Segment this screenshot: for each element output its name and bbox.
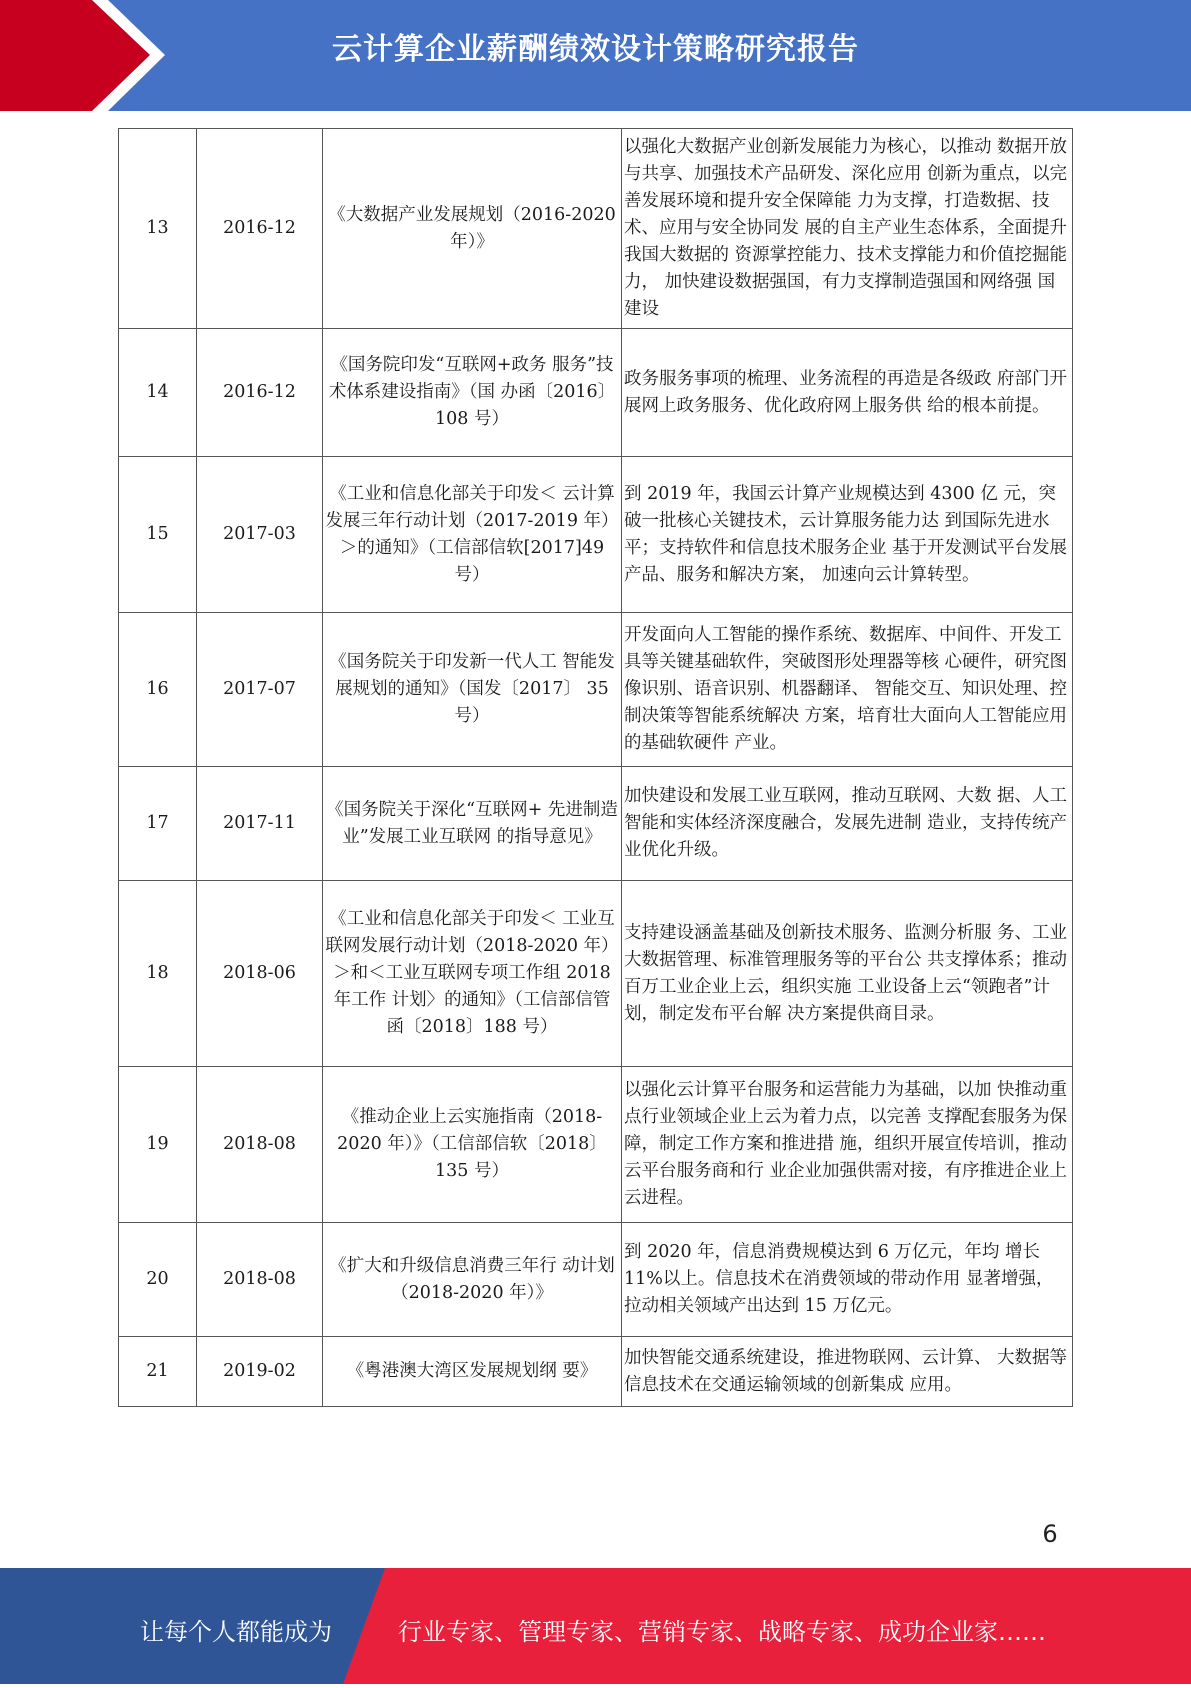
row-description: 支持建设涵盖基础及创新技术服务、监测分析服 务、工业大数据管理、标准管理服务等的平台公 共支撑体系；推动百万工业企业上云，组织实施 工业设备上云“领跑者”计划，制定发布平台解 决方案提供商目录。	[622, 881, 1073, 1067]
table-row	[119, 1067, 1073, 1223]
row-number: 16	[119, 613, 197, 767]
row-description: 加快建设和发展工业互联网，推动互联网、大数 据、人工智能和实体经济深度融合，发展先进制 造业，支持传统产业优化升级。	[622, 767, 1073, 881]
row-number: 20	[119, 1223, 197, 1337]
table-row	[119, 457, 1073, 613]
row-description: 以强化云计算平台服务和运营能力为基础，以加 快推动重点行业领域企业上云为着力点，以完善 支撑配套服务为保障，制定工作方案和推进措 施，组织开展宣传培训，推动云平台服务商和行 业企业加强供需对接，有序推进企业上云进程。	[622, 1067, 1073, 1223]
footer-slogan-left: 让每个人都能成为	[140, 1618, 332, 1646]
table-row	[119, 613, 1073, 767]
row-policy-title: 《大数据产业发展规划（2016-2020 年）》	[323, 129, 622, 329]
row-number: 14	[119, 329, 197, 457]
row-date: 2018-08	[197, 1067, 323, 1223]
row-description: 加快智能交通系统建设，推进物联网、云计算、 大数据等信息技术在交通运输领域的创新集成 应用。	[622, 1337, 1073, 1407]
row-description: 政务服务事项的梳理、业务流程的再造是各级政 府部门开展网上政务服务、优化政府网上服务供 给的根本前提。	[622, 329, 1073, 457]
row-policy-title: 《国务院关于印发新一代人工 智能发展规划的通知》（国发〔2017〕 35 号）	[323, 613, 622, 767]
row-number: 21	[119, 1337, 197, 1407]
table-row	[119, 767, 1073, 881]
row-number: 15	[119, 457, 197, 613]
row-description: 到 2019 年，我国云计算产业规模达到 4300 亿 元，突破一批核心关键技术，云计算服务能力达 到国际先进水平；支持软件和信息技术服务企业 基于开发测试平台发展产品、服务和解决方案， 加速向云计算转型。	[622, 457, 1073, 613]
table-row	[119, 129, 1073, 329]
row-date: 2016-12	[197, 129, 323, 329]
row-number: 19	[119, 1067, 197, 1223]
row-number: 13	[119, 129, 197, 329]
row-date: 2018-06	[197, 881, 323, 1067]
policy-table	[118, 128, 1073, 1407]
row-policy-title: 《扩大和升级信息消费三年行 动计划（2018-2020 年）》	[323, 1223, 622, 1337]
table-row	[119, 329, 1073, 457]
page-number: 6	[1042, 1520, 1058, 1548]
row-description: 开发面向人工智能的操作系统、数据库、中间件、开发工具等关键基础软件，突破图形处理器等核 心硬件，研究图像识别、语音识别、机器翻译、 智能交互、知识处理、控制决策等智能系统解决 方案，培育壮大面向人工智能应用的基础软硬件 产业。	[622, 613, 1073, 767]
row-number: 18	[119, 881, 197, 1067]
row-policy-title: 《推动企业上云实施指南（2018-2020 年）》（工信部信软〔2018〕 135 号）	[323, 1067, 622, 1223]
row-policy-title: 《粤港澳大湾区发展规划纲 要》	[323, 1337, 622, 1407]
table-row	[119, 881, 1073, 1067]
row-description: 到 2020 年，信息消费规模达到 6 万亿元，年均 增长 11%以上。信息技术在消费领域的带动作用 显著增强，拉动相关领域产出达到 15 万亿元。	[622, 1223, 1073, 1337]
header-banner	[0, 0, 1191, 111]
footer-slogan-right: 行业专家、管理专家、营销专家、战略专家、成功企业家……	[398, 1618, 1046, 1646]
row-policy-title: 《工业和信息化部关于印发＜ 云计算发展三年行动计划（2017-2019 年）＞的通知》（工信部信软[2017]49 号）	[323, 457, 622, 613]
row-number: 17	[119, 767, 197, 881]
row-date: 2017-03	[197, 457, 323, 613]
document-title: 云计算企业薪酬绩效设计策略研究报告	[332, 32, 859, 67]
table-row	[119, 1223, 1073, 1337]
row-description: 以强化大数据产业创新发展能力为核心，以推动 数据开放与共享、加强技术产品研发、深化应用 创新为重点，以完善发展环境和提升安全保障能 力为支撑，打造数据、技术、应用与安全协同发 展的自主产业生态体系，全面提升我国大数据的 资源掌控能力、技术支撑能力和价值挖掘能力， 加快建设数据强国，有力支撑制造强国和网络强 国建设	[622, 129, 1073, 329]
row-policy-title: 《国务院关于深化“互联网+ 先进制造业”发展工业互联网 的指导意见》	[323, 767, 622, 881]
row-policy-title: 《工业和信息化部关于印发＜ 工业互联网发展行动计划（2018-2020 年）＞和＜工业互联网专项工作组 2018 年工作 计划〉的通知》（工信部信管函〔2018〕188 号）	[323, 881, 622, 1067]
row-date: 2016-12	[197, 329, 323, 457]
row-date: 2017-11	[197, 767, 323, 881]
row-date: 2018-08	[197, 1223, 323, 1337]
table-row	[119, 1337, 1073, 1407]
row-date: 2019-02	[197, 1337, 323, 1407]
row-date: 2017-07	[197, 613, 323, 767]
row-policy-title: 《国务院印发“互联网+政务 服务”技术体系建设指南》（国 办函〔2016〕 108 号）	[323, 329, 622, 457]
